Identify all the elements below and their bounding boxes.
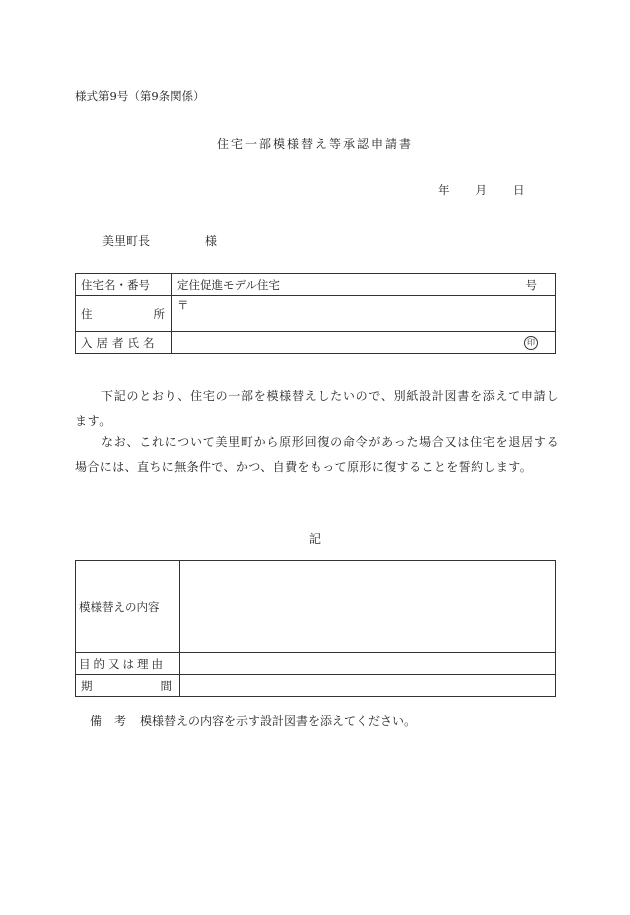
housing-value: 定住促進モデル住宅 xyxy=(177,277,280,292)
remarks-label: 備 考 xyxy=(90,714,127,728)
paragraph-pledge: なお、これについて美里町から原形回復の命令があった場合又は住宅を退居する場合には、直ちに無条件で、かつ、自費をもって原形に復することを誓約します。 xyxy=(75,435,559,474)
housing-value-cell[interactable] xyxy=(172,274,556,296)
address-value-cell[interactable] xyxy=(172,296,556,332)
address-label xyxy=(76,296,172,332)
housing-row xyxy=(76,274,556,296)
number-suffix: 号 xyxy=(525,277,537,292)
postal-mark: 〒 xyxy=(177,298,189,312)
date-day-label: 日 xyxy=(513,183,525,197)
address-label-1: 住 xyxy=(81,306,93,321)
seal-icon: 印 xyxy=(524,336,538,350)
ki-heading: 記 xyxy=(308,532,321,546)
period-label xyxy=(76,675,180,697)
address-label-2: 所 xyxy=(153,306,165,321)
remarks-text: 模様替えの内容を示す設計図書を添えてください。 xyxy=(140,714,417,728)
content-label: 模様替えの内容 xyxy=(76,561,180,653)
housing-label: 住宅名・番号 xyxy=(76,274,172,296)
detail-table xyxy=(75,560,556,697)
addressee xyxy=(102,232,217,249)
date-line xyxy=(438,182,525,198)
date-year-label: 年 xyxy=(438,183,450,197)
content-value-cell[interactable] xyxy=(180,561,556,653)
resident-row xyxy=(76,332,556,354)
addressee-name: 美里町長 xyxy=(102,234,151,248)
form-number: 様式第9号（第9条関係） xyxy=(75,89,205,103)
period-label-1: 期 xyxy=(81,678,93,693)
document-title: 住宅一部模様替え等承認申請書 xyxy=(216,137,413,151)
address-row xyxy=(76,296,556,332)
remarks xyxy=(90,712,416,729)
purpose-label: 目的又は理由 xyxy=(76,653,180,675)
purpose-value-cell[interactable] xyxy=(180,653,556,675)
date-month-label: 月 xyxy=(475,183,487,197)
resident-value-cell[interactable] xyxy=(172,332,556,354)
period-row xyxy=(76,675,556,697)
period-label-2: 間 xyxy=(160,678,172,693)
period-value-cell[interactable] xyxy=(180,675,556,697)
purpose-row xyxy=(76,653,556,675)
addressee-honorific: 様 xyxy=(205,234,218,248)
applicant-info-table xyxy=(75,273,556,354)
paragraph-request: 下記のとおり、住宅の一部を模様替えしたいので、別紙設計図書を添えて申請します。 xyxy=(75,389,559,428)
content-row xyxy=(76,561,556,653)
resident-label: 入居者氏名 xyxy=(76,332,172,354)
